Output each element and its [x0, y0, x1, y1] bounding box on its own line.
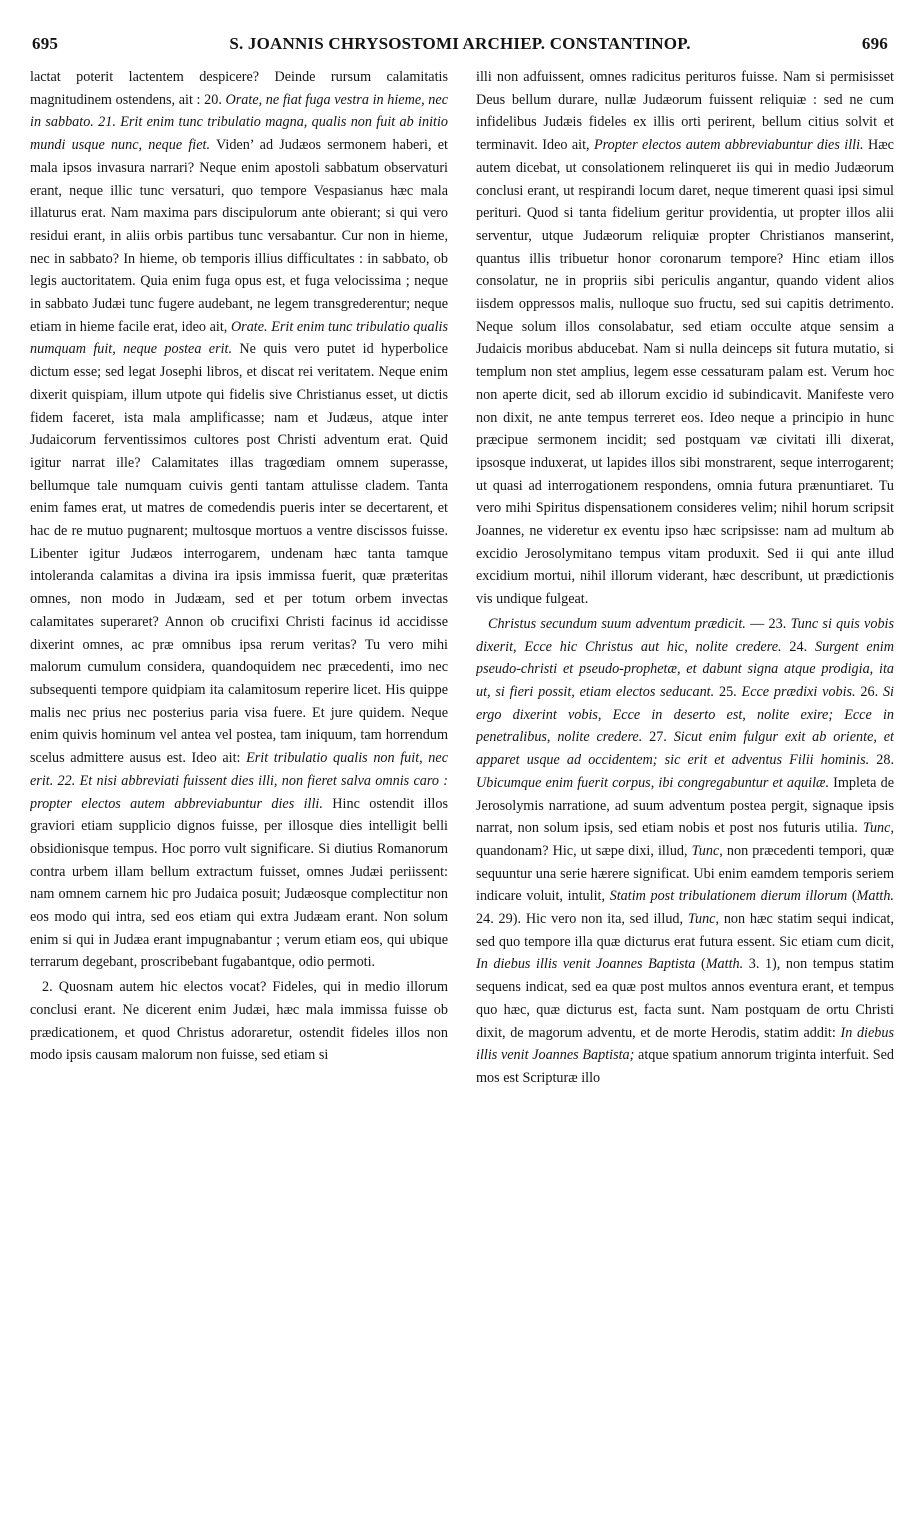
italic-text-run: Tunc si quis vobis dixerit, Ecce hic Christus aut hic, nolite credere. — [476, 615, 894, 655]
text-run: Hæc autem dicebat, ut consolationem relinqueret iis qui in medio Judæorum conclusi erant, ut respirandi locum daret, neque timerent quasi ipsi simul perituri. Quod si tanta fidelium geritur providentia, ut propter illos alii serventur, utque Judæorum reliquiæ propter Christianos manserint, quantus illis tribuetur honor coronarum tempore? Hinc etiam illos consolatur, ne in propriis sibi periculis angantur, quando vident alios iisdem oppressos malis, nulloque suo fructu, sed sui capitis detrimento. Neque solum illos consolabatur, sed etiam occulte atque sensim a Judaicis moribus abducebat. Nam si nulla deinceps sit futura mutatio, si templum non stet amplius, legem esse cessaturam palam est. Verum hoc non aperte dicit, sed ab illorum excidio id subindicavit. Manifeste vero non dixit, ne ante tempus terreret eos. Ideo neque a principio in hunc præcipue sermonem incidit; sed postquam væ civitati illi dixerat, ipsosque induxerat, ut lapides illos sibi monstrarent, seque interrogarent; ut quasi ad interrogationem respondens, omnia futura prænuntiaret. Tu vero mihi Spiritus dispensationem consideres velim; nihil horum scripsit Joannes, ne videretur ex eventu ipso hæc scripsisse: nam ad multum ab excidio Jerosolymitano tempus vitam produxit. Sed ii qui ante illud excidium mortui, nihil illorum viderant, hæc describunt, ut prædictionis vis undique fulgeat. — [476, 137, 894, 608]
paragraph — [476, 66, 894, 611]
italic-text-run: Propter electos autem abbreviabuntur dies illi. — [594, 137, 864, 154]
text-run: 28. — [869, 752, 894, 769]
italic-text-run: Matth. — [705, 956, 744, 973]
italic-text-run: Tunc — [691, 842, 720, 859]
running-title: S. JOANNIS CHRYSOSTOMI ARCHIEP. CONSTANTINOP. — [229, 34, 691, 53]
text-run: 24. 29). Hic vero non ita, sed illud, — [476, 911, 688, 928]
text-run: atque spatium annorum triginta interfuit. Sed mos est Scripturæ illo — [476, 1047, 894, 1086]
italic-text-run: Si ergo dixerint vobis, Ecce in deserto est, nolite exire; Ecce in penetralibus, nolite credere. — [476, 683, 894, 746]
italic-text-run: In diebus illis venit Joannes Baptista; — [476, 1024, 894, 1064]
italic-text-run: Statim post tribulationem dierum illorum — [609, 888, 848, 905]
running-header — [30, 30, 890, 60]
text-run: 3. 1), non tempus statim sequens indicat, sed ea quæ post multos annos eventura erant, et tempus quo hæc, quæ dicturus est, facta sunt. Nam postquam de ortu Christi dixit, de magorum adventu, et de morte Herodis, statim addit: — [476, 956, 894, 1041]
italic-text-run: Orate, ne fiat fuga vestra in hieme, nec in sabbato. 21. Erit enim tunc tribulatio magna, qualis non fuit ab initio mundi usque nunc, neque fiet. — [30, 91, 448, 154]
text-run: 26. — [855, 683, 883, 700]
italic-text-run: Surgent enim pseudo-christi et pseudo-prophetæ, et dabunt signa atque prodigia, ita ut, si fieri possit, etiam electos seducant. — [476, 638, 894, 700]
left-column — [30, 66, 448, 1506]
paragraph — [476, 613, 894, 1090]
text-run: — 23. — [745, 615, 791, 632]
text-run: lactat poterit lactentem despicere? Deinde rursum calamitatis magnitudinem ostendens, ait : 20. — [30, 69, 448, 108]
italic-text-run: Christus secundum suum adventum prædicit. — [488, 615, 746, 632]
text-run: 25. — [714, 683, 742, 700]
text-run: Impleta de Jerosolymis narratione, ad suum adventum postea pergit, signaque ipsis narrat, non solum ipsis, sed etiam nobis et post nos futuris utilia. — [476, 774, 894, 837]
text-run: 24. — [781, 638, 815, 655]
page-number-left: 695 — [32, 34, 59, 53]
paragraph — [30, 976, 448, 1067]
page-number-right: 696 — [861, 34, 888, 53]
text-run: 2. Quosnam autem hic electos vocat? Fideles, qui in medio illorum conclusi erant. Ne dicerent enim Judæi, hæc mala immissa fuisse ob prædicationem, et quod Christus adoraretur, ostendit fideles illos non modo ipsis causam malorum non fuisse, sed etiam si — [30, 979, 448, 1064]
italic-text-run: Erit tribulatio qualis non fuit, nec erit. 22. Et nisi abbreviati fuissent dies illi, non fieret salva omnis caro : propter electos autem abbreviabuntur dies illi. — [30, 750, 448, 812]
right-column — [476, 66, 894, 1506]
text-run: ( — [695, 956, 706, 973]
italic-text-run: Ecce prædixi vobis. — [741, 683, 856, 700]
paragraph — [30, 66, 448, 974]
text-columns — [30, 66, 894, 1510]
italic-text-run: Sicut enim fulgur exit ab oriente, et apparet usque ad occidentem; sic erit et adventus Filii hominis. — [476, 729, 894, 769]
text-run: Ne quis vero putet id hyperbolice dictum esse; sed legat Josephi libros, et discat rei veritatem. Neque enim dixerit quispiam, illum utpote qui fidelis sive Christianus esset, ut dictis fidem faceret, ista mala amplificasse; nam et Judæus, atque inter Judaicorum ferventissimos cultores post Christi adventum erat. Quid igitur narrat ille? Calamitates illas tragœdiam omnem superasse, bellumque tale numquam cuivis genti tantam attulisse cladem. Tanta enim fames erat, ut matres de comedendis pueris inter se decertarent, et hac de re mutuo pugnarent; multosque mortuos a ventre discissos fuisse. Libenter igitur Judæos interrogarem, undenam hæc tanta tamque intoleranda calamitas a divina ira ipsis immissa fuerit, quæ præteritas omnes, non modo in Judæam, sed et per totum orbem invectas calamitates superaret? Annon ob crucifixi Christi facinus id accidisse dixerint omnes, ac præ omnibus ipsa rerum veritas? Tu vero mihi malorum cumulum considera, quandoquidem nec præcedenti, imo nec subsequenti tempore quidpiam ita calamitosum reperire licet. His quippe malis nec prius nec posterius paria visa fuere. Et jure quidem. Neque enim quivis hominum vel antea vel postea, tam iniquum, tam horrendum scelus admittere ausus est. Ideo ait: — [30, 341, 448, 767]
text-run: Viden’ ad Judæos sermonem haberi, et mala ipsos invasura narrari? Neque enim apostoli sabbatum observaturi erant, neque illic tunc versaturi, quo tempore Vespasianus hæc mala illaturus erat. Nam maxima pars discipulorum ante obierant; si qui vero residui erant, in aliis orbis partibus tunc versabantur. Cur non in hieme, nec in sabbato? In hieme, ob temporis illius difficultates : in sabbato, ob legis auctoritatem. Quia enim fuga opus est, et fuga velocissima ; neque in sabbato Judæi tunc fugere audebant, ne legem transgrederentur; neque etiam in hieme facile erat, ideo ait, — [30, 137, 448, 335]
italic-text-run: Ubicumque enim fuerit corpus, ibi congregabuntur et aquilæ. — [476, 774, 830, 791]
text-run: , quandonam? Hic, ut sæpe dixi, illud, — [476, 820, 894, 859]
italic-text-run: Orate. Erit enim tunc tribulatio qualis numquam fuit, neque postea erit. — [30, 318, 448, 358]
italic-text-run: Tunc — [687, 911, 716, 928]
italic-text-run: Matth. — [856, 888, 894, 905]
italic-text-run: In diebus illis venit Joannes Baptista — [476, 956, 696, 973]
italic-text-run: Tunc — [862, 820, 891, 837]
text-run: Hinc ostendit illos graviori etiam supplicio dignos fuisse, per illosque dies intelligit belli obsidionisque tempus. Hoc porro vult significare. Si diutius Romanorum contra urbem illam bellum extractum fuisset, omnes Judæi periissent: nam omnem carnem hic pro Judaica posuit; Judæosque complectitur non eos modo qui intra, sed eos etiam qui extra Judæam erant. Non solum enim si qui in Judæa erant impugnabantur ; verum etiam eos, qui ubique terrarum degebant, proscribebant fugabantque, odio permoti. — [30, 795, 448, 971]
text-run: illi non adfuissent, omnes radicitus perituros fuisse. Nam si permisisset Deus bellum durare, nullæ Judæorum fuissent reliquiæ : sed ne cum infidelibus Judæis fideles ex illis orti perirent, bellum citius solvit et terminavit. Ideo ait, — [476, 69, 894, 154]
text-run: ( — [847, 888, 857, 905]
text-run: , non præcedenti tempori, quæ sequuntur una serie hærere significat. Ubi enim eamdem temporis seriem indicare voluit, intulit, — [476, 842, 894, 905]
text-run: 27. — [642, 729, 674, 746]
document-page — [30, 30, 894, 1510]
text-run: , non hæc statim sequi indicat, sed quo tempore illa quæ dicturus erat futura essent. Sic etiam cum dicit, — [476, 911, 894, 950]
